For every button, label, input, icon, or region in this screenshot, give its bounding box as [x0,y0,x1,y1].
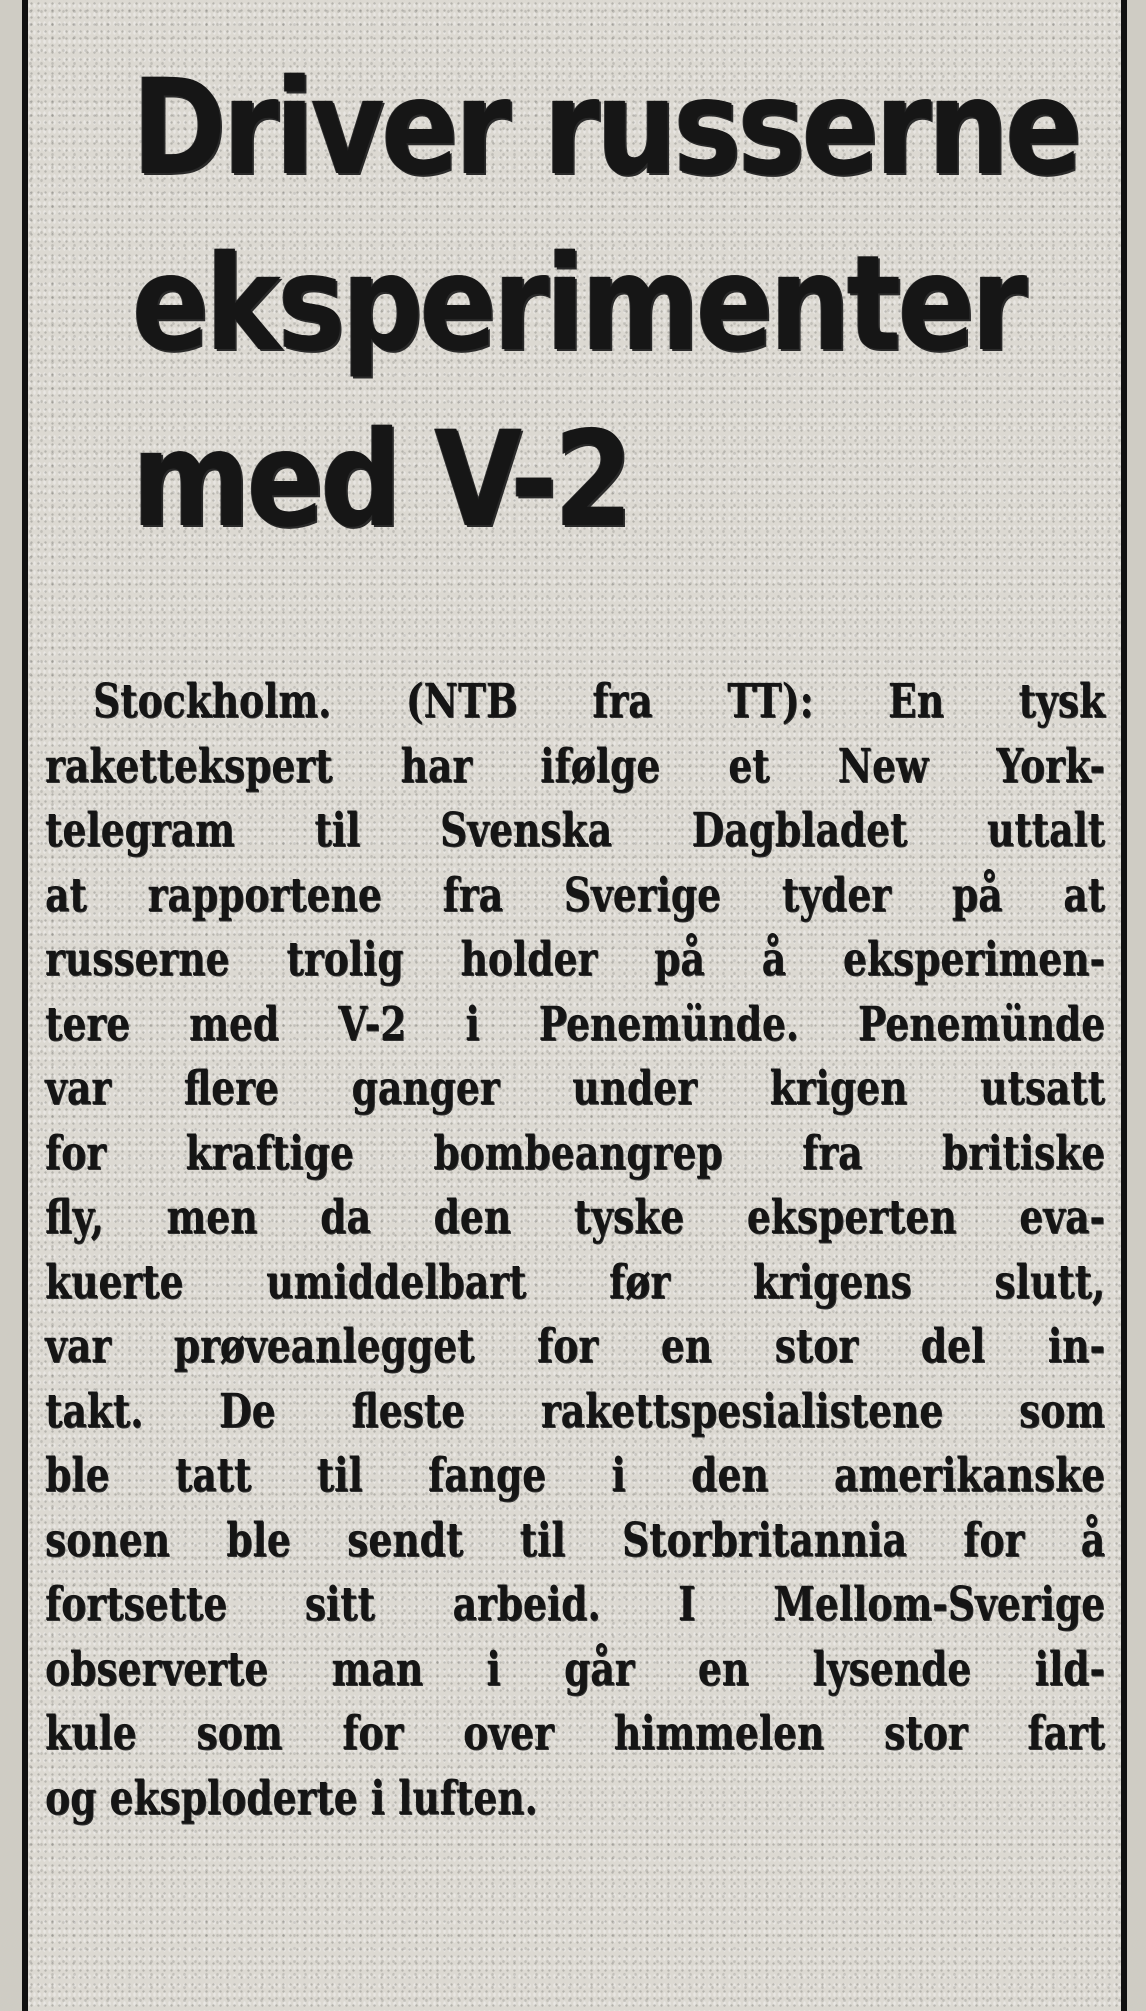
right-margin-strip [1127,0,1146,2011]
body-line: var prøveanlegget for en stor del in- [45,1319,1105,1374]
body-line: Stockholm. (NTB fra TT): En tysk [93,674,1105,729]
body-line: sonen ble sendt til Storbritannia for å [45,1512,1105,1568]
body-line: fortsette sitt arbeid. I Mellom-Sverige [45,1577,1105,1632]
body-line: fly, men da den tyske eksperten eva- [45,1190,1105,1245]
body-line: for kraftige bombeangrep fra britiske [45,1125,1105,1181]
left-column-rule [22,0,28,2011]
headline-line: eksperimenter [132,227,1024,381]
body-line: telegram til Svenska Dagbladet uttalt [45,803,1105,858]
body-line: kule som for over himmelen stor fart [45,1706,1105,1761]
body-line: rakettekspert har ifølge et New York- [45,738,1105,794]
body-line: tere med V-2 i Penemünde. Penemünde [45,996,1105,1052]
left-margin-strip [0,0,22,2011]
body-line: russerne trolig holder på å eksperimen- [45,932,1105,987]
headline-line: med V-2 [132,403,630,557]
body-line: og eksploderte i luften. [45,1770,538,1826]
body-line: observerte man i går en lysende ild- [45,1641,1105,1697]
body-line: var flere ganger under krigen utsatt [45,1061,1105,1116]
body-line: at rapportene fra Sverige tyder på at [45,867,1105,923]
body-line: kuerte umiddelbart før krigens slutt, [45,1254,1105,1310]
headline-line: Driver russerne [132,51,1079,205]
body-line: ble tatt til fange i den amerikanske [45,1448,1105,1503]
body-line: takt. De fleste rakettspesialistene som [45,1383,1105,1439]
article-body [45,670,1105,1831]
article-headline [132,40,1079,568]
